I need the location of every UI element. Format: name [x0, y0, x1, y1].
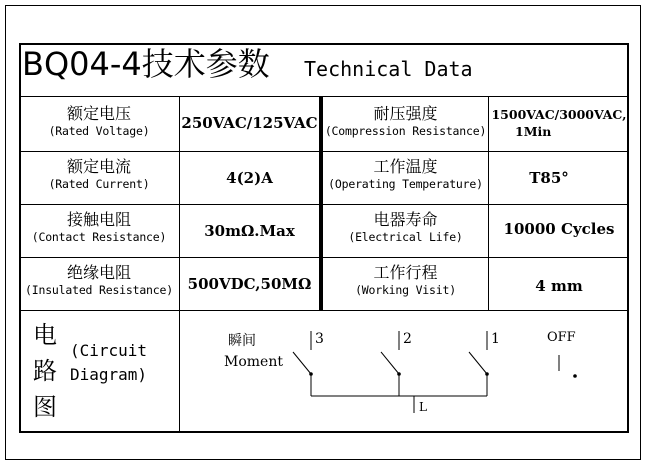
electrical-life-label-cn: 电器寿命 — [373, 210, 438, 229]
rated-voltage-label-en: (Rated Voltage) — [48, 124, 150, 138]
switch-2-contact — [397, 372, 401, 376]
insulated-resistance-value: 500VDC,50MΩ — [187, 275, 312, 293]
compression-resistance-label-en: (Compression Resistance) — [324, 124, 487, 138]
electrical-life-label-en: (Electrical Life) — [348, 230, 463, 244]
off-contact — [573, 374, 577, 378]
compression-resistance-value-line1: 1500VAC/3000VAC, — [491, 107, 627, 122]
circuit-label-cn-3: 图 — [33, 393, 57, 421]
insulated-resistance-label-cn: 绝缘电阻 — [66, 263, 131, 282]
switch-1-contact — [485, 372, 489, 376]
compression-resistance-label-cn: 耐压强度 — [373, 104, 438, 123]
switch-1-blade — [469, 352, 487, 374]
moment-label-en: Moment — [224, 354, 283, 370]
rated-current-label-en: (Rated Current) — [48, 177, 150, 191]
circuit-label-en-2: Diagram) — [70, 365, 148, 384]
rated-voltage-label-cn: 额定电压 — [66, 104, 131, 123]
position-2-label: 2 — [403, 331, 412, 347]
electrical-life-value: 10000 Cycles — [503, 220, 615, 238]
position-3-label: 3 — [315, 331, 324, 347]
rated-voltage-value: 250VAC/125VAC — [181, 114, 318, 132]
title-english: Technical Data — [304, 57, 473, 81]
circuit-label-cn-2: 路 — [33, 357, 57, 385]
compression-resistance-value-line2: 1Min — [515, 124, 552, 139]
circuit-label-cn-1: 电 — [33, 321, 57, 349]
working-visit-label-cn: 工作行程 — [373, 263, 438, 282]
position-1-label: 1 — [491, 331, 500, 347]
operating-temperature-label-cn: 工作温度 — [373, 157, 438, 176]
contact-resistance-value: 30mΩ.Max — [204, 222, 295, 240]
rated-current-value: 4(2)A — [226, 169, 273, 187]
contact-resistance-label-en: (Contact Resistance) — [31, 230, 167, 244]
contact-resistance-label-cn: 接触电阻 — [66, 210, 131, 229]
insulated-resistance-label-en: (Insulated Resistance) — [25, 283, 173, 297]
rated-current-label-cn: 额定电流 — [66, 157, 131, 176]
operating-temperature-value: T85° — [529, 169, 569, 187]
switch-3-contact — [309, 372, 313, 376]
common-terminal-label: L — [419, 400, 427, 414]
moment-label-cn: 瞬间 — [228, 333, 256, 349]
operating-temperature-label-en: (Operating Temperature) — [328, 177, 483, 191]
off-label: OFF — [547, 330, 576, 345]
working-visit-value: 4 mm — [535, 277, 583, 295]
circuit-label-en-1: (Circuit — [70, 341, 148, 360]
switch-2-blade — [381, 352, 399, 374]
working-visit-label-en: (Working Visit) — [355, 283, 456, 297]
switch-3-blade — [293, 352, 311, 374]
title-chinese: BQ04-4技术参数 — [22, 45, 270, 83]
